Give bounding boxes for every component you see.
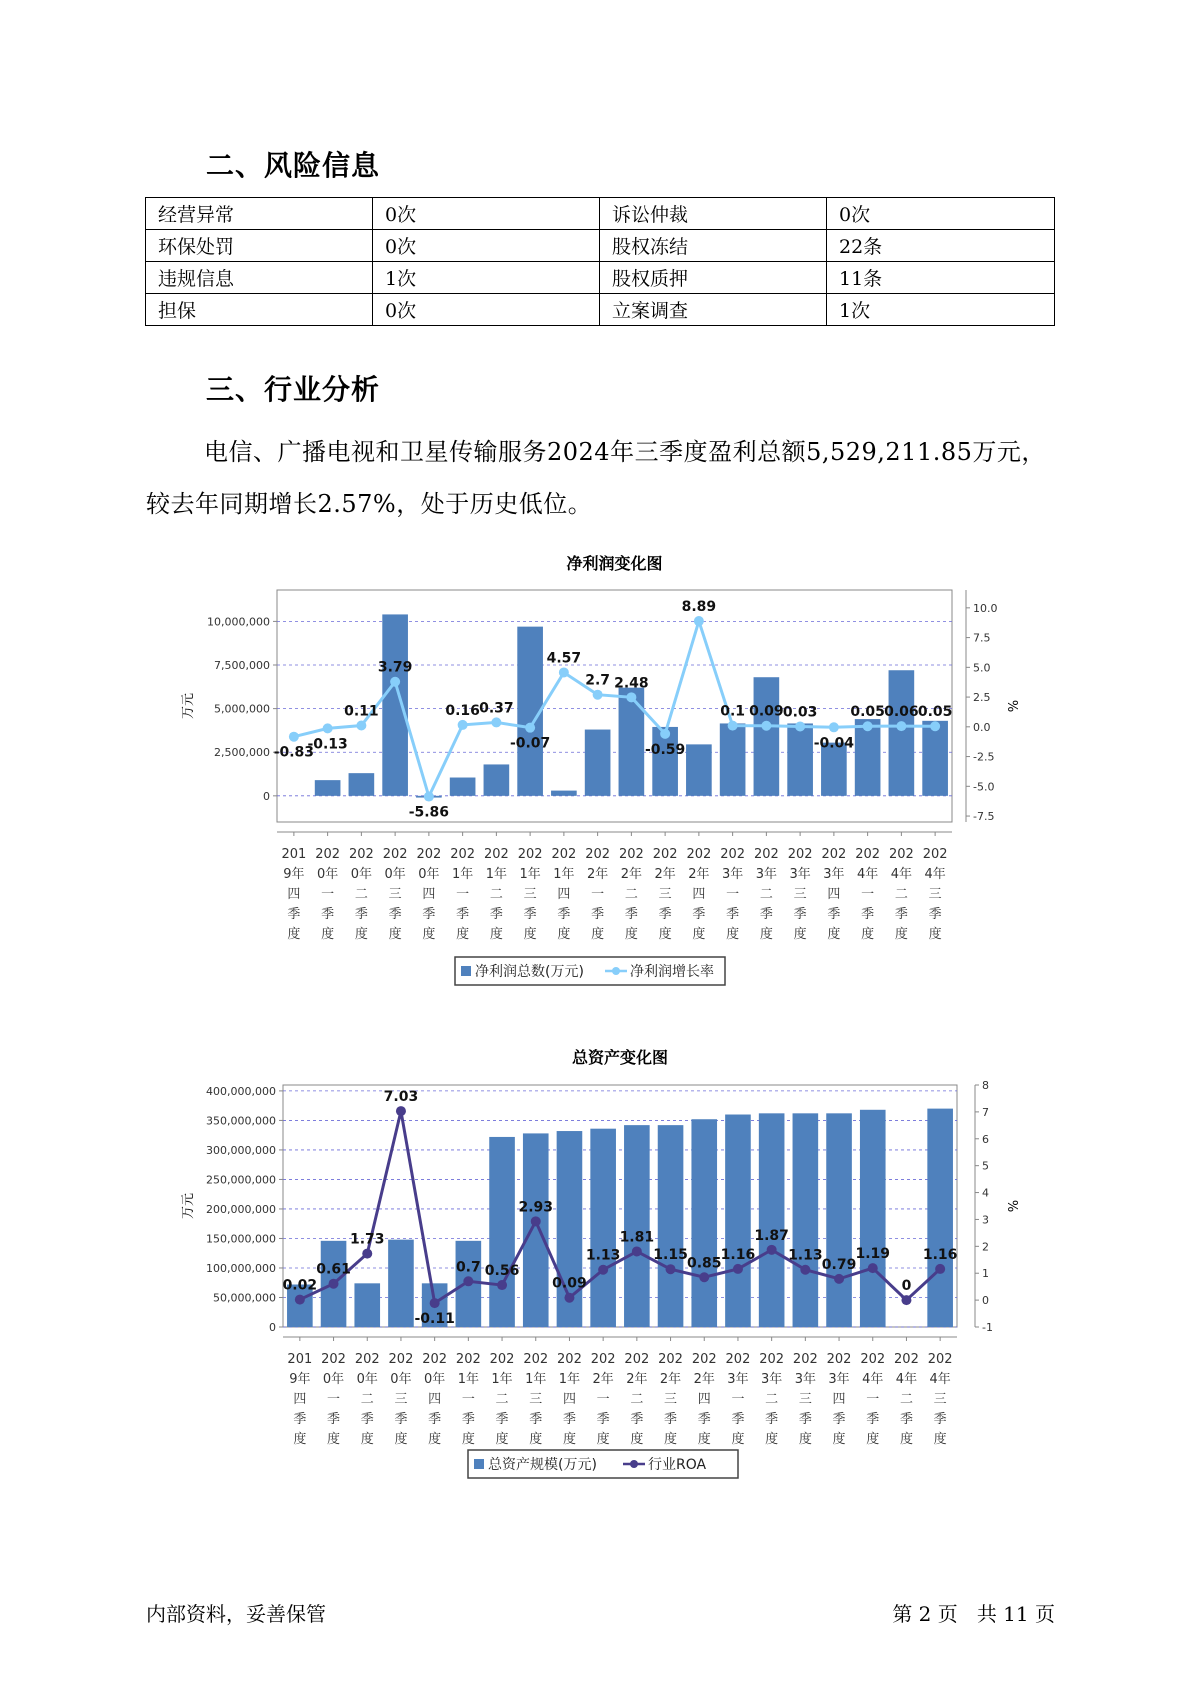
y2-tick-label: 2 — [982, 1240, 989, 1254]
table-row — [146, 262, 1055, 294]
bar — [484, 764, 510, 795]
legend-bar-label: 总资产规模(万元) — [488, 1457, 597, 1473]
y-tick-label: 300,000,000 — [206, 1143, 276, 1157]
x-tick-label: 202 3年一季度 — [720, 847, 746, 942]
x-tick-label: 202 4年三季度 — [927, 1352, 953, 1447]
x-tick-label: 202 4年二季度 — [888, 847, 914, 942]
bar — [754, 677, 780, 796]
x-tick-label: 201 9年四季度 — [287, 1352, 313, 1447]
y-tick-label: 2,500,000 — [214, 746, 270, 760]
legend-line-label: 行业ROA — [648, 1457, 707, 1473]
x-tick-label: 202 0年二季度 — [354, 1352, 380, 1447]
y2-tick-label: 8 — [982, 1079, 989, 1092]
data-label: 1.73 — [349, 1231, 385, 1248]
section-title-risk: 二、风险信息 — [206, 149, 381, 182]
bar — [826, 1113, 852, 1327]
industry-paragraph: 电信、广播电视和卫星传输服务2024年三季度盈利总额5,529,211.85万元，较去年同期增长2.57%，处于历史低位。 — [146, 438, 1046, 518]
legend-bar-swatch — [474, 1459, 484, 1469]
y2-tick-label: 5 — [982, 1159, 989, 1173]
bar — [787, 723, 813, 795]
line-point — [458, 720, 468, 730]
line-point — [733, 1264, 743, 1274]
bar — [551, 791, 577, 796]
line-point — [761, 721, 771, 731]
data-label: 0.61 — [316, 1261, 351, 1278]
table-cell: 经营异常 — [146, 198, 373, 230]
data-label: 1.13 — [585, 1247, 621, 1264]
line-point — [559, 667, 569, 677]
y2-tick-label: -2.5 — [973, 750, 995, 764]
data-label: -0.83 — [273, 744, 315, 761]
x-tick-label: 202 0年四季度 — [422, 1352, 448, 1447]
line-point — [660, 729, 670, 739]
data-label: 2.93 — [518, 1199, 554, 1216]
y-tick-label: 7,500,000 — [214, 659, 270, 673]
data-label: 1.16 — [720, 1246, 756, 1263]
bar — [585, 730, 611, 796]
x-tick-label: 202 0年三季度 — [388, 1352, 414, 1447]
x-tick-label: 202 0年一季度 — [321, 1352, 346, 1447]
table-cell: 1次 — [827, 294, 1055, 326]
y2-tick-label: -5.0 — [973, 780, 995, 794]
line-point — [598, 1265, 608, 1275]
x-tick-label: 202 2年二季度 — [618, 847, 644, 942]
line-point — [728, 721, 738, 731]
bar — [658, 1125, 684, 1327]
data-label: 2.7 — [585, 672, 611, 689]
y2-tick-label: -7.5 — [973, 810, 995, 824]
line-point — [323, 723, 333, 733]
bar — [489, 1137, 515, 1327]
risk-info-table — [145, 197, 1055, 326]
x-tick-label: 202 3年三季度 — [792, 1352, 818, 1447]
line-point — [289, 732, 299, 742]
data-label: 0.11 — [344, 703, 379, 720]
line-point — [795, 721, 805, 731]
bar — [720, 723, 746, 795]
y-tick-label: 10,000,000 — [207, 615, 270, 629]
table-cell: 1次 — [373, 262, 600, 294]
y2-tick-label: 7 — [982, 1105, 989, 1119]
line-point — [632, 1246, 642, 1256]
table-cell: 违规信息 — [146, 262, 373, 294]
x-tick-label: 202 0年一季度 — [315, 847, 341, 942]
bar — [686, 744, 712, 795]
chart-title: 总资产变化图 — [571, 1048, 669, 1067]
table-cell: 0次 — [373, 230, 600, 262]
x-tick-label: 202 2年一季度 — [590, 1352, 616, 1447]
x-tick-label: 202 1年二季度 — [489, 1352, 515, 1447]
bar — [354, 1283, 380, 1327]
x-tick-label: 202 3年三季度 — [787, 847, 813, 942]
y2-axis-label: % — [1004, 1199, 1019, 1213]
line-point — [901, 1295, 911, 1305]
bar — [349, 773, 375, 796]
line-point — [626, 692, 636, 702]
table-cell: 担保 — [146, 294, 373, 326]
table-cell: 0次 — [373, 294, 600, 326]
x-tick-label: 202 4年一季度 — [855, 847, 881, 942]
line-point — [390, 677, 400, 687]
y-tick-label: 250,000,000 — [206, 1173, 276, 1187]
y2-tick-label: 0 — [982, 1294, 989, 1308]
x-tick-label: 202 1年二季度 — [483, 847, 509, 942]
line-point — [694, 616, 704, 626]
table-cell: 22条 — [827, 230, 1055, 262]
bar — [922, 721, 948, 796]
data-label: 1.13 — [788, 1247, 823, 1264]
line-point — [463, 1276, 473, 1286]
bar — [388, 1240, 414, 1327]
x-tick-label: 202 0年二季度 — [348, 847, 374, 942]
line-point — [930, 721, 940, 731]
y-tick-label: 400,000,000 — [206, 1084, 276, 1098]
data-label: 0.06 — [884, 704, 919, 721]
x-tick-label: 202 1年三季度 — [523, 1352, 549, 1447]
x-tick-label: 202 2年四季度 — [691, 1352, 717, 1447]
table-row — [146, 198, 1055, 230]
data-label: 0.16 — [445, 702, 480, 719]
line-point — [699, 1272, 709, 1282]
line-point — [396, 1106, 406, 1116]
bar — [450, 778, 476, 796]
y-tick-label: 150,000,000 — [206, 1232, 276, 1246]
data-label: 1.15 — [653, 1247, 688, 1264]
x-tick-label: 202 2年一季度 — [585, 847, 611, 942]
bar — [590, 1129, 616, 1327]
data-label: 4.57 — [546, 650, 582, 667]
bar — [889, 670, 915, 796]
data-label: 0.56 — [484, 1263, 520, 1280]
data-label: -0.13 — [307, 736, 348, 753]
y2-tick-label: 4 — [982, 1186, 989, 1200]
line-point — [935, 1264, 945, 1274]
y2-tick-label: 10.0 — [973, 601, 998, 615]
x-tick-label: 202 1年三季度 — [517, 847, 543, 942]
line-point — [564, 1293, 574, 1303]
line-point — [424, 792, 434, 802]
total-assets-chart — [170, 1042, 1030, 1502]
legend-bar-label: 净利润总数(万元) — [475, 964, 584, 980]
y2-tick-label: 7.5 — [973, 631, 991, 645]
footer-confidential: 内部资料，妥善保管 — [146, 1602, 326, 1626]
data-label: -0.11 — [414, 1311, 455, 1328]
line-point — [829, 722, 839, 732]
data-label: 0 — [901, 1278, 912, 1295]
line-point — [430, 1298, 440, 1308]
x-tick-label: 202 2年三季度 — [652, 847, 678, 942]
bar — [927, 1109, 953, 1327]
x-tick-label: 202 3年四季度 — [826, 1352, 852, 1447]
bar — [860, 1110, 886, 1327]
table-cell: 诉讼仲裁 — [600, 198, 827, 230]
table-cell: 11条 — [827, 262, 1055, 294]
data-label: 0.02 — [282, 1277, 318, 1294]
data-label: 1.19 — [855, 1246, 891, 1263]
y-tick-label: 200,000,000 — [206, 1202, 276, 1216]
x-tick-label: 202 1年一季度 — [455, 1352, 481, 1447]
net-profit-chart — [170, 545, 1030, 1005]
x-tick-label: 202 2年四季度 — [686, 847, 712, 942]
y-axis-label: 万元 — [181, 1192, 196, 1220]
y-tick-label: 0 — [269, 1321, 276, 1334]
x-tick-label: 202 3年一季度 — [725, 1352, 751, 1447]
line-point — [531, 1216, 541, 1226]
data-label: 3.79 — [377, 659, 413, 676]
data-label: -5.86 — [408, 804, 450, 821]
line-point — [356, 721, 366, 731]
x-tick-label: 202 4年一季度 — [860, 1352, 886, 1447]
data-label: 0.03 — [782, 704, 818, 721]
x-tick-label: 202 2年二季度 — [624, 1352, 650, 1447]
bar — [691, 1119, 717, 1327]
chart-title: 净利润变化图 — [566, 554, 663, 573]
table-cell: 股权冻结 — [600, 230, 827, 262]
data-label: 7.03 — [383, 1089, 419, 1106]
table-cell: 环保处罚 — [146, 230, 373, 262]
data-label: 0.79 — [821, 1256, 857, 1273]
y2-axis-label: % — [1004, 699, 1019, 713]
footer-page-number: 第 2 页 共 11 页 — [892, 1602, 1055, 1626]
legend-bar-swatch — [461, 966, 471, 976]
line-point — [834, 1274, 844, 1284]
line-point — [491, 717, 501, 727]
line-point — [800, 1265, 810, 1275]
data-label: 1.87 — [754, 1227, 789, 1244]
y2-tick-label: 0.0 — [973, 720, 991, 734]
x-tick-label: 202 4年二季度 — [894, 1352, 919, 1447]
data-label: 0.09 — [749, 703, 784, 720]
table-cell: 立案调查 — [600, 294, 827, 326]
data-label: 1.81 — [619, 1229, 655, 1246]
y2-tick-label: 2.5 — [973, 691, 991, 705]
y2-tick-label: 1 — [982, 1267, 989, 1281]
data-label: 1.16 — [922, 1246, 958, 1263]
table-row — [146, 294, 1055, 326]
y-tick-label: 0 — [263, 789, 270, 803]
data-label: -0.07 — [509, 735, 551, 752]
y-tick-label: 100,000,000 — [206, 1261, 276, 1275]
bar — [793, 1113, 819, 1327]
line-point — [295, 1295, 305, 1305]
data-label: -0.04 — [813, 735, 855, 752]
data-label: 0.05 — [917, 704, 953, 721]
x-tick-label: 201 9年四季度 — [281, 847, 307, 942]
x-tick-label: 202 3年四季度 — [821, 847, 847, 942]
x-tick-label: 202 3年二季度 — [753, 847, 779, 942]
x-tick-label: 202 2年三季度 — [658, 1352, 683, 1447]
line-point — [666, 1264, 676, 1274]
legend-line-label: 净利润增长率 — [630, 964, 714, 980]
line-point — [896, 721, 906, 731]
table-cell: 0次 — [827, 198, 1055, 230]
x-tick-label: 202 0年四季度 — [416, 847, 442, 942]
data-label: 8.89 — [681, 599, 717, 616]
x-tick-label: 202 1年四季度 — [557, 1352, 582, 1447]
legend-line-marker — [612, 967, 620, 975]
data-label: -0.59 — [644, 741, 686, 758]
line-point — [525, 723, 535, 733]
table-cell: 股权质押 — [600, 262, 827, 294]
bar — [619, 688, 645, 796]
y2-tick-label: 5.0 — [973, 661, 991, 675]
line-point — [593, 690, 603, 700]
y-tick-label: 350,000,000 — [206, 1114, 276, 1128]
data-label: 0.05 — [850, 704, 885, 721]
data-label: 2.48 — [614, 675, 649, 692]
y-tick-label: 50,000,000 — [213, 1291, 276, 1305]
bar — [759, 1113, 785, 1327]
legend-line-marker — [630, 1460, 638, 1468]
bar — [725, 1115, 751, 1327]
plot-area — [283, 1085, 957, 1327]
line-point — [362, 1249, 372, 1259]
y-axis-label: 万元 — [181, 692, 196, 720]
line-point — [329, 1279, 339, 1289]
line-point — [767, 1245, 777, 1255]
y2-tick-label: -1 — [982, 1321, 993, 1334]
x-tick-label: 202 1年一季度 — [450, 847, 476, 942]
data-label: 0.37 — [479, 700, 514, 717]
x-tick-label: 202 3年二季度 — [759, 1352, 785, 1447]
x-tick-label: 202 4年三季度 — [922, 847, 948, 942]
y2-tick-label: 3 — [982, 1213, 989, 1227]
bar — [624, 1125, 650, 1327]
x-tick-label: 202 0年三季度 — [382, 847, 408, 942]
data-label: 0.7 — [455, 1259, 481, 1276]
line-point — [868, 1263, 878, 1273]
bar — [382, 614, 408, 795]
data-label: 0.09 — [552, 1275, 587, 1292]
data-label: 0.1 — [720, 703, 746, 720]
y-tick-label: 5,000,000 — [214, 702, 270, 716]
data-label: 0.85 — [686, 1255, 722, 1272]
bar — [523, 1133, 549, 1327]
section-title-industry: 三、行业分析 — [206, 373, 381, 406]
x-tick-label: 202 1年四季度 — [551, 847, 577, 942]
table-cell: 0次 — [373, 198, 600, 230]
y2-tick-label: 6 — [982, 1132, 989, 1146]
table-row — [146, 230, 1055, 262]
bar — [315, 780, 341, 796]
line-point — [863, 721, 873, 731]
line-point — [497, 1280, 507, 1290]
